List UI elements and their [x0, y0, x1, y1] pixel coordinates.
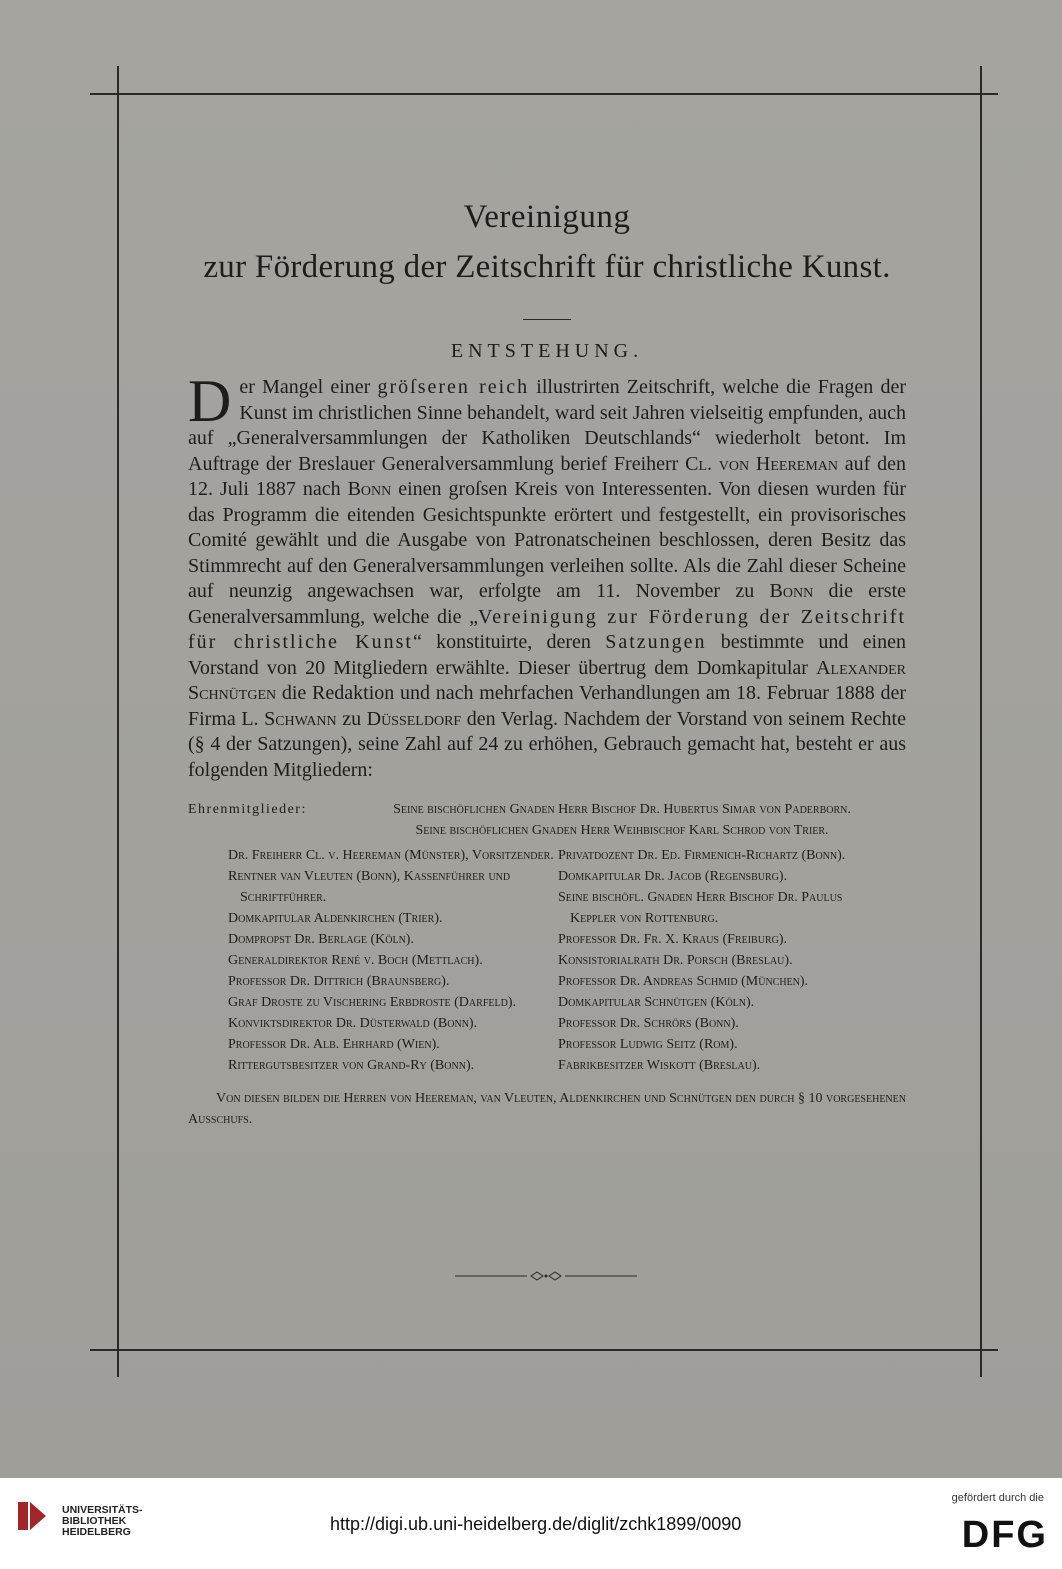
library-name-line: BIBLIOTHEK	[62, 1515, 127, 1527]
board-member: Domkapitular Dr. Jacob (Regensburg).	[558, 869, 788, 884]
board-members-right-column	[558, 845, 888, 1076]
paragraph-run: Bonn	[769, 580, 814, 602]
paragraph-run: L. Schwann	[241, 707, 337, 730]
paragraph-run: auf den 12. Juli 1887 nach	[188, 452, 906, 500]
paragraph-run: einen groſsen Kreis von Interessenten. Von diesen wurden für das Programm die eitenden Gesichtspunkte erörtert und festgestellt, ein provisorisches Comité gewählt und die Ausgabe von Patronatscheinen beschlossen, deren Besitz das Stimmrecht auf den Generalversammlungen verleihen sollte. Als die Zahl dieser Scheine auf neunzig angewachsen war, erfolgte am 11. November zu	[188, 478, 906, 602]
paragraph-run: zu	[336, 707, 367, 730]
drop-cap: D	[188, 368, 232, 434]
board-member: Seine bischöfl. Gnaden Herr Bischof Dr. Paulus Keppler von Rottenburg.	[558, 890, 843, 926]
board-member: Privatdozent Dr. Ed. Firmenich-Richartz (Bonn).	[558, 848, 846, 863]
board-member: Generaldirektor René v. Boch (Mettlach).	[228, 953, 483, 968]
frame-top-rule	[90, 93, 998, 95]
paragraph-run: Satzungen	[605, 631, 707, 653]
library-name-line: UNIVERSITÄTS-	[62, 1504, 143, 1516]
board-member: Domkapitular Aldenkirchen (Trier).	[228, 911, 443, 926]
document-body	[188, 195, 906, 1144]
board-member: Dompropst Dr. Berlage (Köln).	[228, 932, 414, 947]
frame-right-rule	[980, 66, 982, 1377]
board-members	[188, 845, 906, 1076]
board-member: Professor Dr. Alb. Ehrhard (Wien).	[228, 1037, 440, 1052]
paragraph-run: er Mangel einer	[239, 376, 378, 398]
board-member: Dr. Freiherr Cl. v. Heereman (Münster), Vorsitzender.	[228, 848, 554, 863]
paragraph-run: Düsseldorf	[366, 707, 462, 730]
dfg-logo: DFG	[961, 1514, 1048, 1556]
paragraph-run: bestimmte und einen Vorstand von 20 Mitgliedern erwählte. Dieser übertrug dem Domkapitular	[188, 631, 906, 679]
board-member: Rittergutsbesitzer von Grand-Ry (Bonn).	[228, 1058, 475, 1073]
paragraph-run: gröſseren reich	[377, 376, 530, 398]
board-member: Professor Dr. Fr. X. Kraus (Freiburg).	[558, 932, 787, 947]
paragraph-run: Bonn	[347, 478, 392, 500]
section-heading: ENTSTEHUNG.	[450, 340, 644, 362]
title-divider	[523, 319, 571, 320]
paragraph-run: “ konstituirte, deren	[412, 631, 606, 653]
paragraph-run: Cl. von Heereman	[685, 452, 839, 475]
main-paragraph	[188, 368, 907, 783]
library-name	[62, 1505, 143, 1538]
board-member: Professor Dr. Schrörs (Bonn).	[558, 1016, 739, 1031]
board-member: Professor Ludwig Seitz (Rom).	[558, 1037, 738, 1052]
paragraph-text	[188, 368, 907, 781]
frame-bottom-rule	[90, 1349, 998, 1351]
honorary-member: Seine bischöflichen Gnaden Herr Weihbischof Karl Schrod von Trier.	[415, 823, 829, 838]
board-member: Graf Droste zu Vischering Erbdroste (Darfeld).	[228, 995, 516, 1010]
honorary-members	[188, 799, 906, 841]
member-list	[188, 799, 906, 1130]
ornament-divider	[455, 1270, 637, 1282]
source-url[interactable]: http://digi.ub.uni-heidelberg.de/diglit/zchk1899/0090	[330, 1514, 742, 1534]
honorary-members-label: Ehrenmitglieder:	[188, 802, 307, 817]
library-name-line: HEIDELBERG	[62, 1526, 131, 1538]
board-member: Professor Dr. Dittrich (Braunsberg).	[228, 974, 450, 989]
title-line-2: zur Förderung der Zeitschrift für christliche Kunst.	[203, 249, 891, 285]
paragraph-run: die erste Generalversammlung, welche die „	[188, 580, 907, 628]
board-member: Fabrikbesitzer Wiskott (Breslau).	[558, 1058, 761, 1073]
paragraph-run: Alexander Schnütgen	[188, 656, 906, 704]
paragraph-run: den Verlag. Nachdem der Vorstand von seinem Rechte (§ 4 der Satzungen), seine Zahl auf 24 zu erhöhen, Gebrauch gemacht hat, besteht er aus folgenden Mitgliedern:	[188, 707, 906, 781]
board-member: Konviktsdirektor Dr. Düsterwald (Bonn).	[228, 1016, 478, 1031]
honorary-member: Seine bischöflichen Gnaden Herr Bischof Dr. Hubertus Simar von Paderborn.	[393, 802, 851, 817]
funding-label: gefördert durch die	[951, 1492, 1044, 1504]
university-library-logo-icon	[12, 1496, 52, 1536]
paragraph-run: illustrirten Zeitschrift, welche die Fragen der Kunst im christlichen Sinne behandelt, ward seit Jahren vielseitig empfunden, auch auf „Generalversammlungen der Katholiken Deutschlands“ wiederholt betont. Im Auftrage der Breslauer Generalversammlung berief Freiherr	[188, 376, 906, 475]
honorary-members-lines	[338, 799, 906, 841]
board-member: Rentner van Vleuten (Bonn), Kassenführer und Schriftführer.	[228, 869, 511, 905]
board-member: Professor Dr. Andreas Schmid (München).	[558, 974, 809, 989]
board-member: Konsistorialrath Dr. Porsch (Breslau).	[558, 953, 793, 968]
committee-note: Von diesen bilden die Herren von Heereman, van Vleuten, Aldenkirchen und Schnütgen den durch § 10 vorgesehenen Ausschufs.	[188, 1091, 906, 1127]
board-member: Domkapitular Schnütgen (Köln).	[558, 995, 755, 1010]
digitization-footer	[0, 1478, 1062, 1569]
paragraph-run: die Redaktion und nach mehrfachen Verhandlungen am 18. Februar 1888 der Firma	[188, 682, 906, 730]
paragraph-run: Vereinigung zur Förderung der Zeitschrift für christliche Kunst	[188, 605, 907, 653]
frame-left-rule	[117, 66, 119, 1377]
title-line-1: Vereinigung	[463, 199, 631, 235]
board-members-left-column	[228, 845, 558, 1076]
